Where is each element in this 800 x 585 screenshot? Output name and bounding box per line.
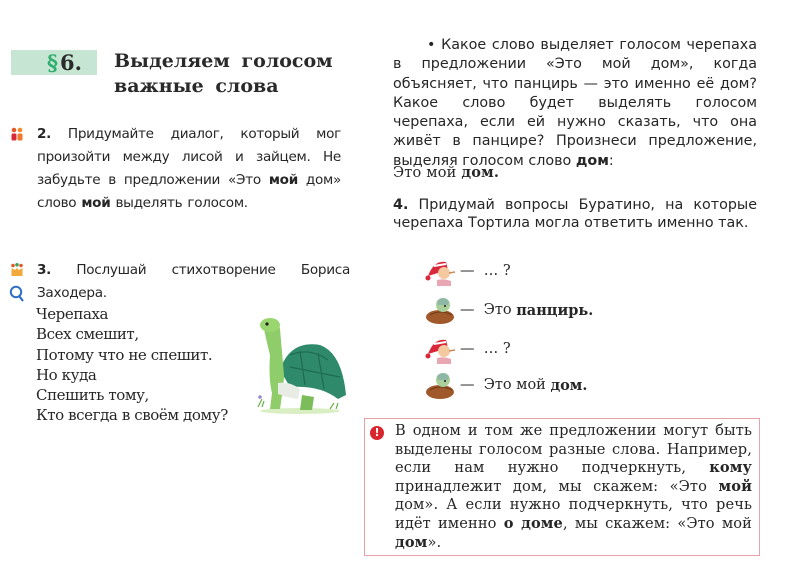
buratino-icon [424, 256, 456, 286]
dialogue-line [424, 370, 587, 400]
dialogue-line [424, 334, 511, 364]
task-2 [37, 123, 341, 215]
poem-line: Спешить тому, [36, 386, 149, 405]
emphasis: панцирь. [516, 301, 594, 319]
dialogue-text: — … ? [460, 341, 511, 357]
magnifier-icon [9, 285, 25, 303]
emphasis: мой [718, 477, 752, 495]
emphasis: кому [709, 459, 752, 477]
poem-line: Черепаха [36, 305, 109, 323]
buratino-icon [424, 334, 456, 364]
tortila-icon [424, 295, 456, 325]
group-work-icon [11, 263, 23, 277]
task-text: Придумайте диалог, который мог произойти между лисой и зайцем. Не забудьте в предложении «Это [37, 126, 341, 188]
task-4 [393, 196, 757, 232]
section-sign: § [47, 50, 58, 75]
poem-line: Всех смешит, [36, 325, 139, 344]
emphasis: дом. [461, 164, 500, 181]
dialogue-text: — Это мой [460, 377, 551, 393]
turtle-illustration [250, 315, 350, 415]
rule-part: ». [427, 533, 442, 551]
dialogue-text: — Это [460, 302, 517, 318]
task-text: выделять голосом. [110, 195, 248, 211]
dialogue-line [424, 256, 511, 286]
emphasis: дом [575, 152, 609, 169]
emphasis: мой [268, 172, 298, 188]
example-sentence [393, 164, 499, 181]
exclamation-icon: ! [370, 426, 384, 440]
task-text: Придумай вопросы Буратино, на которые черепаха Тортила могла ответить именно так. [393, 197, 757, 231]
section-number: 6. [60, 50, 82, 75]
question-text: Какое слово выделяет голосом черепаха в предложении «Это мой дом», когда объясняет, что панцирь — это именно её дом? Какое слово будет выделять голосом черепаха, если ей нужно сказать, что она живёт в панцире? Произнеси предложение, выделяя голосом слово [393, 37, 757, 169]
task-text: Послушай стихотворение Бориса Заходера. [37, 262, 350, 301]
poem-line: Потому что не спешит. [36, 345, 213, 364]
task-number: 3. [37, 262, 52, 278]
emphasis: дом [395, 533, 428, 551]
task-3 [37, 259, 350, 305]
question-bullet [393, 36, 757, 171]
punctuation: : [608, 152, 614, 169]
poem-line: Кто всегда в своём дому? [36, 406, 228, 425]
rule-part: , мы скажем: «Это мой [562, 514, 753, 532]
dialogue-line [424, 295, 593, 325]
page-title: Выделяем голосом важные слова [114, 50, 333, 97]
rule-part: дом». А если нужно подчеркнуть, что речь идёт именно [395, 496, 752, 532]
bullet-marker: • [427, 37, 436, 53]
example-text: Это мой [393, 165, 462, 181]
poem [36, 304, 228, 426]
poem-line: Но куда [36, 365, 97, 384]
task-number: 4. [393, 197, 409, 213]
tortila-icon [424, 370, 456, 400]
emphasis: о доме [503, 514, 563, 532]
dialogue-text: — … ? [460, 263, 511, 279]
emphasis: мой [81, 195, 111, 211]
rule-part: принадлежит дом, мы скажем: «Это [395, 477, 719, 495]
task-text: дом» слово [37, 172, 341, 211]
emphasis: дом. [550, 376, 588, 394]
rule-text [395, 422, 752, 552]
task-number: 2. [37, 126, 52, 142]
rule-part: В одном и том же предложении могут быть выделены голосом разные слова. Например, если нам нужно подчеркнуть, [395, 422, 752, 477]
pair-work-icon [11, 127, 23, 141]
